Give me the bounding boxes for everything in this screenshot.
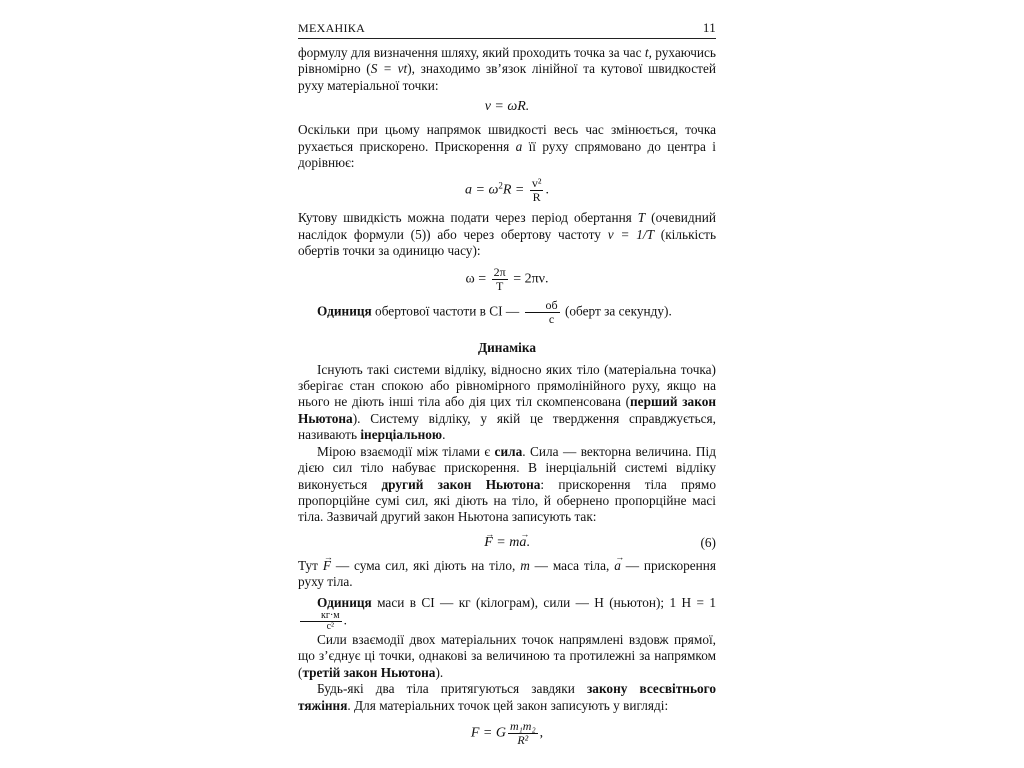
fraction: $\frac{об}{с}$ [525,299,560,326]
fraction: $\frac{кг\cdot м}{\text{с²}}$ [300,611,342,632]
paragraph-acceleration: Оскільки при цьому напрямок швидкості весь час змінюється, точка рухається прискорено. Прискорення a її руху спрямовано до центра і дорівнює: [298,122,716,171]
paragraph-gravity: Будь-які два тіла притягуються завдяки закону всесвітнього тяжіння. Для матеріальних точок цей закон записують у вигляді: [298,681,716,713]
paragraph-second-law: Мірою взаємодії між тілами є сила. Сила — векторна величина. Під дією сил тіло набуває прискорення. В інерціальній системі відліку виконується другий закон Ньютона: прискорення тіла прямо пропорційне сумі сил, які діють на тіло, й обернено пропорційне масі тіла. Зазвичай другий закон Ньютона записують так: [298,443,716,525]
equation-number: (6) [700,534,716,550]
equation-newton-second: → F = m→ a. (6) [298,534,716,552]
chapter-title: МЕХАНІКА [298,21,366,35]
paragraph-angular-speed: Кутову швидкість можна подати через період обертання T (очевидний наслідок формули (5)) або через обертову частоту ν = 1/T (кількість обертів точки за одиницю часу): [298,210,717,259]
equation-centripetal: $a = \omega^2R$ = $\frac{\text{v²}}{R}$ . [465,176,549,205]
paragraph-unit-mass: Одиниця маси в СІ — кг (кілограм), сили — Н (ньютон); 1 Н = 1 $\frac{кг\cdot м}{\text{с²}}$ . [298,595,716,632]
book-page [298,18,716,753]
equation-gravity: F = G $\frac{\text{m₁m₂}}{\text{R²}}$ , [470,718,544,747]
paragraph-unit-frequency: Одиниця обертової частоти в СІ — $\frac{об}{с}$ (оберт за секунду). [317,297,672,326]
paragraph-first-law: Існують такі системи відліку, відносно яких тіло (матеріальна точка) зберігає стан спокою або рівномірного прямолінійного руху, якщо на нього не діють інші тіла або дія цих тіл скомпенсована (перший закон Ньютона). Систему відліку, у якій це твердження справджується, називають інерціальною. [298,361,717,443]
paragraph-linear-angular: формулу для визначення шляху, який проходить точка за час t, рухаючись рівномірно (S = vt), знаходимо зв’язок лінійної та кутової швидкостей руху матеріальної точки: [298,45,716,93]
fraction: $\frac{2\pi}{T}$ [493,264,506,293]
section-heading: Динаміка [478,339,536,355]
running-header [298,18,716,39]
page-number: 11 [702,20,716,35]
equation-omega: ω = $\frac{2\pi}{T}$ = 2πν. [465,264,549,293]
paragraph-terms: Тут → F — сума сил, які діють на тіло, m — маса тіла, → a — прискорення руху тіла. [298,558,716,591]
fraction: $\frac{\text{v²}}{R}$ [531,176,542,205]
paragraph-third-law: Сили взаємодії двох матеріальних точок напрямлені вздовж прямої, що з’єднує ці точки, однакові за величиною та протилежні за напрямком (третій закон Ньютона). [298,631,716,680]
equation-velocity: v = ωR. [484,99,530,115]
fraction: $\frac{\text{m₁m₂}}{\text{R²}}$ [509,718,536,747]
